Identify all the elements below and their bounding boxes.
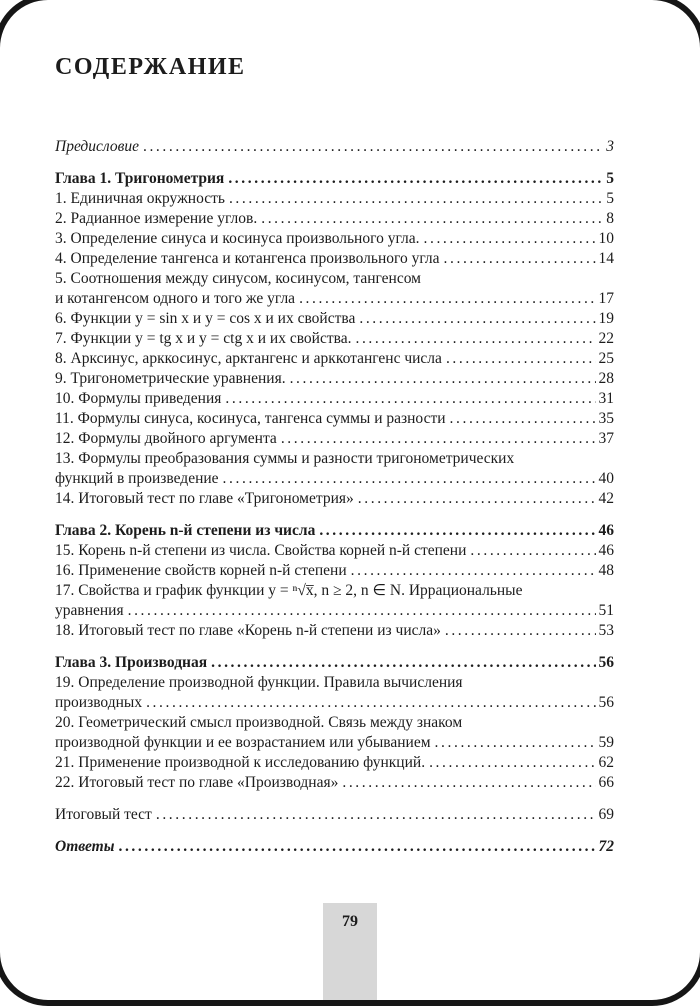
toc-entry-text: Глава 2. Корень n-й степени из числа <box>55 522 316 539</box>
toc-entry-text: 5. Соотношения между синусом, косинусом, тангенсом <box>55 270 421 287</box>
toc-entry-page: 46 <box>598 522 614 539</box>
toc-leader-dots <box>281 429 596 449</box>
toc-entry-page: 8 <box>606 210 614 227</box>
toc-entry-page: 56 <box>598 694 614 711</box>
toc-entry-text: 13. Формулы преобразования суммы и разности тригонометрических <box>55 450 515 467</box>
toc-entry <box>55 349 614 369</box>
toc-entry <box>55 329 614 349</box>
toc-entry-text: 3. Определение синуса и косинуса произвольного угла. <box>55 230 420 247</box>
toc-entry-text: 1. Единичная окружность <box>55 190 225 207</box>
toc-entry-text: 17. Свойства и график функции y = ⁿ√x̅, n ≥ 2, n ∈ N. Иррациональные <box>55 582 523 599</box>
toc-leader-dots <box>261 209 603 229</box>
toc-entry <box>55 229 614 249</box>
toc-entry <box>55 429 614 449</box>
toc-entry-text: 19. Определение производной функции. Правила вычисления <box>55 674 463 691</box>
toc-entry-page: 22 <box>598 330 614 347</box>
toc-entry-text: 7. Функции y = tg x и y = ctg x и их свойства. <box>55 330 352 347</box>
toc-entry-page: 3 <box>606 138 614 155</box>
toc-leader-dots <box>470 541 595 561</box>
toc-entry <box>55 621 614 641</box>
toc-entry-text: Глава 1. Тригонометрия <box>55 170 225 187</box>
toc-leader-dots <box>156 805 596 825</box>
toc-leader-dots <box>446 349 596 369</box>
toc-entry-text: 11. Формулы синуса, косинуса, тангенса суммы и разности <box>55 410 446 427</box>
toc-leader-dots <box>424 229 596 249</box>
toc-entry-page: 17 <box>598 290 614 307</box>
toc-entry <box>55 521 614 541</box>
toc-entry-text: 4. Определение тангенса и котангенса произвольного угла <box>55 250 440 267</box>
toc-entry-page: 48 <box>598 562 614 579</box>
toc-entry-page: 5 <box>606 170 614 187</box>
toc-entry <box>55 249 614 269</box>
toc-entry <box>55 733 614 753</box>
toc-entry-page: 25 <box>598 350 614 367</box>
toc-entry-page: 19 <box>598 310 614 327</box>
toc-leader-dots <box>143 137 603 157</box>
toc-entry <box>55 693 614 713</box>
toc-entry-page: 10 <box>598 230 614 247</box>
toc-entry <box>55 389 614 409</box>
toc-entry <box>55 561 614 581</box>
toc-entry-text: 16. Применение свойств корней n-й степени <box>55 562 347 579</box>
toc-entry <box>55 449 614 469</box>
toc-entry <box>55 489 614 509</box>
toc-entry <box>55 409 614 429</box>
toc-entry <box>55 137 614 157</box>
toc-entry-page: 46 <box>598 542 614 559</box>
toc-entry-text: и котангенсом одного и того же угла <box>55 290 296 307</box>
toc-leader-dots <box>211 653 595 673</box>
toc-entry-text: 8. Арксинус, арккосинус, арктангенс и арккотангенс числа <box>55 350 442 367</box>
toc-entry-text: 15. Корень n-й степени из числа. Свойства корней n-й степени <box>55 542 467 559</box>
toc-entry-text: 14. Итоговый тест по главе «Тригонометрия» <box>55 490 354 507</box>
toc-entry <box>55 773 614 793</box>
toc-entry <box>55 309 614 329</box>
toc-entry-text: Предисловие <box>55 138 139 155</box>
toc-leader-dots <box>342 773 595 793</box>
toc-leader-dots <box>450 409 596 429</box>
toc-entry-page: 72 <box>598 838 614 855</box>
toc-leader-dots <box>351 561 596 581</box>
toc-entry <box>55 169 614 189</box>
toc-entry-page: 69 <box>598 806 614 823</box>
toc-entry-page: 66 <box>598 774 614 791</box>
toc-entry-page: 53 <box>598 622 614 639</box>
toc-entry <box>55 805 614 825</box>
toc-entry-page: 35 <box>598 410 614 427</box>
toc-entry-text: 22. Итоговый тест по главе «Производная» <box>55 774 339 791</box>
page-title: СОДЕРЖАНИЕ <box>55 54 246 80</box>
toc-leader-dots <box>319 521 595 541</box>
toc-entry-text: производной функции и ее возрастанием или убыванием <box>55 734 431 751</box>
toc-entry-text: 21. Применение производной к исследованию функций. <box>55 754 426 771</box>
toc-entry-text: Глава 3. Производная <box>55 654 208 671</box>
toc-entry-text: 12. Формулы двойного аргумента <box>55 430 277 447</box>
toc-entry-text: функций в произведение <box>55 470 219 487</box>
toc-entry-page: 59 <box>598 734 614 751</box>
toc-list <box>55 137 614 857</box>
toc-entry <box>55 369 614 389</box>
toc-leader-dots <box>128 601 596 621</box>
toc-entry-page: 37 <box>598 430 614 447</box>
toc-entry-page: 28 <box>598 370 614 387</box>
toc-entry-page: 5 <box>606 190 614 207</box>
toc-leader-dots <box>355 329 595 349</box>
toc-leader-dots <box>228 169 603 189</box>
toc-leader-dots <box>118 837 595 857</box>
toc-leader-dots <box>435 733 596 753</box>
toc-leader-dots <box>444 249 596 269</box>
toc-leader-dots <box>223 469 596 489</box>
toc-entry-text: 18. Итоговый тест по главе «Корень n-й степени из числа» <box>55 622 441 639</box>
toc-entry-text: уравнения <box>55 602 124 619</box>
toc-leader-dots <box>146 693 595 713</box>
toc-entry-page: 42 <box>598 490 614 507</box>
toc-entry-page: 31 <box>598 390 614 407</box>
toc-entry-text: Итоговый тест <box>55 806 152 823</box>
toc-leader-dots <box>358 489 596 509</box>
toc-entry-text: 6. Функции y = sin x и y = cos x и их свойства <box>55 310 356 327</box>
toc-entry-page: 56 <box>598 654 614 671</box>
toc-leader-dots <box>445 621 596 641</box>
toc-leader-dots <box>429 753 595 773</box>
toc-entry-text: 9. Тригонометрические уравнения. <box>55 370 286 387</box>
toc-leader-dots <box>225 389 595 409</box>
toc-entry-text: 2. Радианное измерение углов. <box>55 210 258 227</box>
toc-leader-dots <box>290 369 596 389</box>
toc-entry-text: 10. Формулы приведения <box>55 390 222 407</box>
toc-entry-page: 14 <box>598 250 614 267</box>
toc-entry-text: Ответы <box>55 838 115 855</box>
toc-entry <box>55 713 614 733</box>
toc-entry-page: 40 <box>598 470 614 487</box>
toc-entry <box>55 541 614 561</box>
toc-entry <box>55 653 614 673</box>
toc-entry-text: 20. Геометрический смысл производной. Связь между знаком <box>55 714 463 731</box>
toc-entry <box>55 837 614 857</box>
toc-entry <box>55 189 614 209</box>
toc-leader-dots <box>229 189 603 209</box>
toc-entry <box>55 601 614 621</box>
toc-entry-page: 51 <box>598 602 614 619</box>
toc-entry-text: производных <box>55 694 143 711</box>
toc-entry <box>55 673 614 693</box>
toc-entry <box>55 269 614 289</box>
toc-leader-dots <box>299 289 595 309</box>
toc-entry <box>55 469 614 489</box>
toc-leader-dots <box>359 309 595 329</box>
toc-entry <box>55 289 614 309</box>
toc-entry <box>55 581 614 601</box>
page-number: 79 <box>342 913 358 930</box>
toc-entry-page: 62 <box>598 754 614 771</box>
footer-strip <box>323 903 377 1000</box>
toc-entry <box>55 209 614 229</box>
toc-entry <box>55 753 614 773</box>
